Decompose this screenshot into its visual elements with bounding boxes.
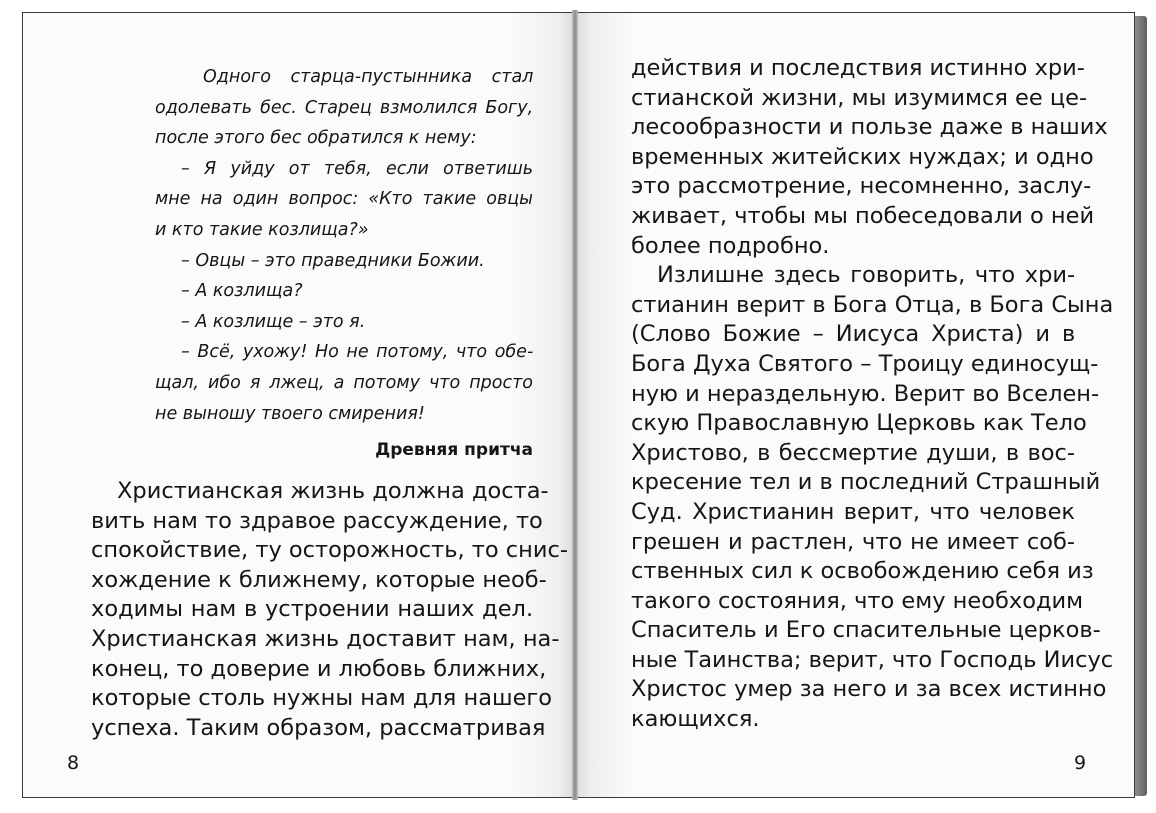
epigraph-line: Одного старца-пустынника стал — [203, 67, 534, 87]
book-gutter — [572, 10, 578, 800]
text-line: грешен и растлен, что не имеет соб- — [631, 528, 1075, 555]
text-line: Христос умер за него и за всех истинно — [631, 676, 1107, 703]
text-line: кресение тел и в последний Страшный — [631, 469, 1101, 496]
text-line: это рассмотрение, несомненно, заслу- — [631, 173, 1092, 200]
text-line: ходимы нам в устроении наших дел. — [91, 596, 534, 623]
text-line: успеха. Таким образом, рассматривая — [91, 714, 546, 741]
page-number-right: 9 — [1074, 752, 1087, 774]
text-line: такого состояния, что ему необходим — [631, 587, 1084, 614]
text-line: конец, то доверие и любовь ближних, — [91, 655, 547, 682]
left-body-text — [91, 477, 568, 743]
epigraph-source: Древняя притча — [375, 440, 533, 460]
text-line: Излишне здесь говорить, что хри- — [657, 262, 1076, 289]
page-edge — [1135, 16, 1147, 796]
text-line: стианин верит в Бога Отца, в Бога Сына — [631, 291, 1114, 318]
right-body-text — [631, 54, 1114, 735]
text-line: (Слово Божие – Иисуса Христа) и в — [631, 321, 1076, 348]
epigraph-line: мне на один вопрос: «Кто такие овцы — [155, 189, 533, 210]
text-line: действия и последствия истинно хри- — [631, 55, 1085, 81]
epigraph-line: и кто такие козлища?» — [155, 219, 369, 240]
epigraph-line: – Овцы – это праведники Божии. — [181, 250, 485, 271]
text-line: скую Православную Церковь как Тело — [631, 410, 1087, 437]
page-number-left: 8 — [67, 752, 80, 774]
epigraph-line: – А козлища? — [181, 281, 303, 302]
epigraph-line: – А козлище – это я. — [181, 311, 366, 332]
text-line: Спаситель и Его спасительные церков- — [631, 617, 1101, 644]
text-line: Христово, в бессмертие души, в вос- — [631, 439, 1075, 466]
text-line: хождение к ближнему, которые необ- — [91, 566, 547, 593]
text-line: живает, чтобы мы побеседовали о ней — [631, 202, 1095, 229]
epigraph-line: – Всё, ухожу! Но не потому, что обе- — [181, 342, 534, 363]
text-line: кающихся. — [631, 706, 760, 733]
text-line: ственных сил к освобождению себя из — [631, 558, 1094, 585]
epigraph-line: одолевать бес. Старец взмолился Богу, — [155, 97, 534, 118]
text-line: временных житейских нуждах; и одно — [631, 143, 1094, 170]
epigraph-line: после этого бес обратился к нему: — [155, 128, 477, 149]
text-line: лесообразности и пользе даже в наших — [631, 114, 1108, 141]
text-line: спокойствие, ту осторожность, то снис- — [91, 537, 568, 564]
epigraph-line: щал, ибо я лжец, а потому что просто — [155, 372, 533, 393]
text-line: Суд. Христианин верит, что человек — [631, 498, 1076, 525]
text-line: более подробно. — [631, 232, 830, 259]
text-line: ные Таинства; верит, что Господь Иисус — [631, 646, 1114, 673]
text-line: Христианская жизнь должна доста- — [117, 478, 549, 504]
text-line: ную и нераздельную. Верит во Вселен- — [631, 380, 1100, 407]
epigraph — [155, 62, 533, 429]
text-line: Христианская жизнь доставит нам, на- — [91, 625, 560, 652]
text-line: стианской жизни, мы изумимся ее це- — [631, 84, 1088, 111]
text-line: Бога Духа Святого – Троицу единосущ- — [631, 350, 1099, 377]
epigraph-line: – Я уйду от тебя, если ответишь — [181, 158, 534, 179]
epigraph-line: не выношу твоего смирения! — [155, 403, 425, 424]
text-line: которые столь нужны нам для нашего — [91, 685, 552, 712]
text-line: вить нам то здравое рассуждение, то — [91, 507, 543, 534]
